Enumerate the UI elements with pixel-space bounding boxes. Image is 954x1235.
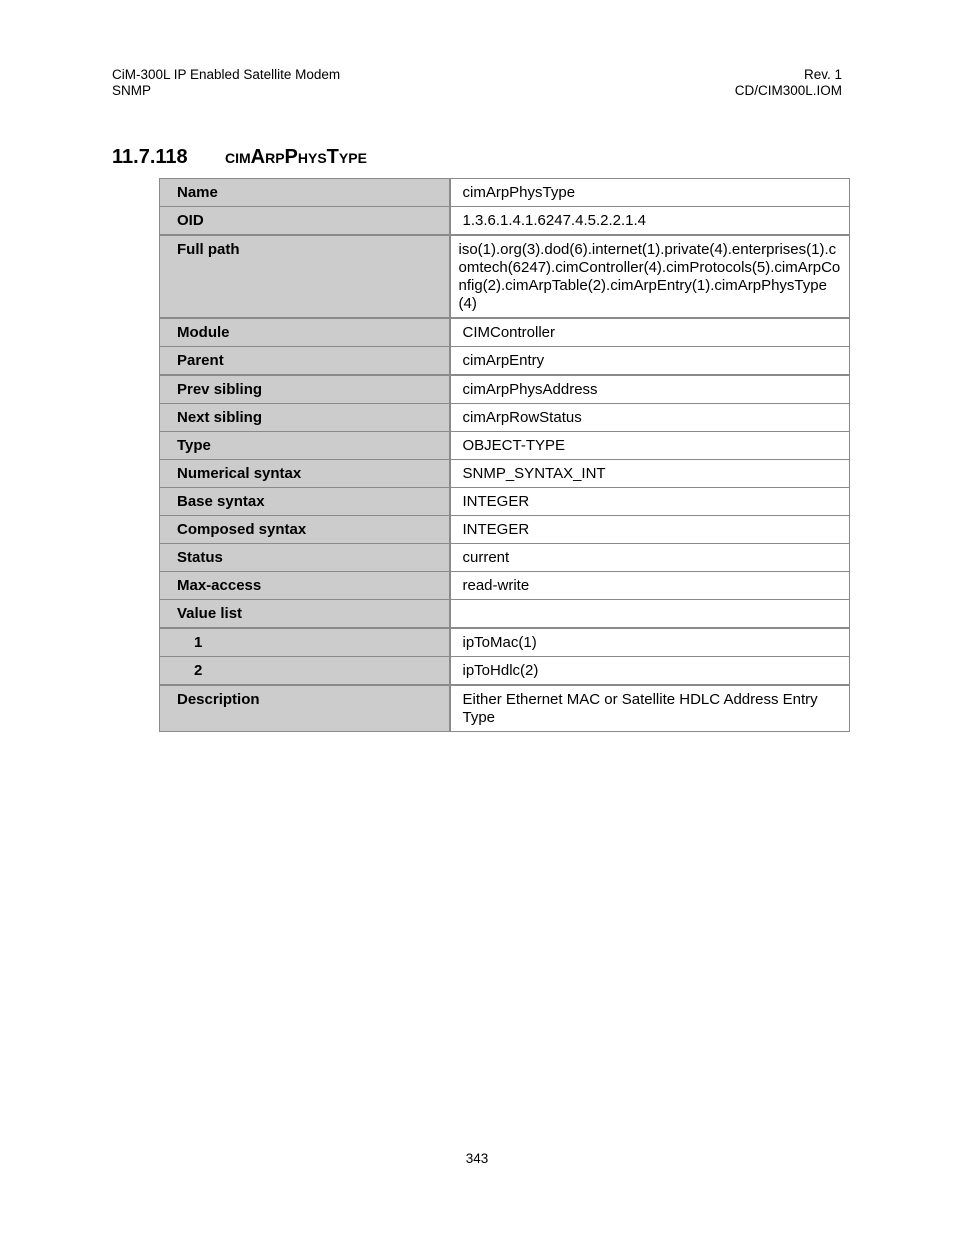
row-key: Prev sibling <box>160 375 450 404</box>
row-key: Module <box>160 318 450 347</box>
table-row <box>160 235 850 318</box>
row-key: 1 <box>160 628 450 657</box>
table-row <box>160 544 850 572</box>
table-row <box>160 460 850 488</box>
row-key: 2 <box>160 657 450 686</box>
row-value: SNMP_SYNTAX_INT <box>450 460 850 488</box>
table-row <box>160 685 850 732</box>
row-key: Numerical syntax <box>160 460 450 488</box>
row-value <box>450 600 850 629</box>
document-header-left <box>112 67 340 99</box>
row-value: read-write <box>450 572 850 600</box>
page-number: 343 <box>465 1151 489 1166</box>
row-value: iso(1).org(3).dod(6).internet(1).private(4).enterprises(1).comtech(6247).cimController(4).cimProtocols(5).cimArpConfig(2).cimArpTable(2).cimArpEntry(1).cimArpPhysType(4) <box>450 235 850 318</box>
row-key: Value list <box>160 600 450 629</box>
header-product-title: CiM-300L IP Enabled Satellite Modem <box>112 67 341 82</box>
header-chapter: SNMP <box>112 83 152 98</box>
header-doc-code: CD/CIM300L.IOM <box>734 83 842 98</box>
header-revision: Rev. 1 <box>803 67 842 82</box>
table-row <box>160 488 850 516</box>
row-value: cimArpPhysType <box>450 179 850 207</box>
row-key: OID <box>160 207 450 236</box>
row-value: 1.3.6.1.4.1.6247.4.5.2.2.1.4 <box>450 207 850 236</box>
row-key: Full path <box>160 235 450 318</box>
table-row <box>160 516 850 544</box>
table-row <box>160 318 850 347</box>
table-row <box>160 600 850 629</box>
section-number: 11.7.118 <box>112 146 188 168</box>
table-row <box>160 404 850 432</box>
row-value: OBJECT-TYPE <box>450 432 850 460</box>
row-value: CIMController <box>450 318 850 347</box>
object-spec-table <box>159 178 850 732</box>
row-value: cimArpRowStatus <box>450 404 850 432</box>
row-key: Status <box>160 544 450 572</box>
row-value: INTEGER <box>450 516 850 544</box>
row-key: Parent <box>160 347 450 376</box>
table-row <box>160 375 850 404</box>
table-row <box>160 179 850 207</box>
row-key: Next sibling <box>160 404 450 432</box>
section-title: cimArpPhysType <box>225 146 367 168</box>
row-key: Max-access <box>160 572 450 600</box>
table-row <box>160 347 850 376</box>
document-header-right <box>735 67 842 99</box>
row-key: Description <box>160 685 450 732</box>
table-row <box>160 657 850 686</box>
table-row <box>160 432 850 460</box>
section-heading <box>112 144 367 170</box>
row-value: cimArpEntry <box>450 347 850 376</box>
row-key: Base syntax <box>160 488 450 516</box>
row-value: Either Ethernet MAC or Satellite HDLC Address Entry Type <box>450 685 850 732</box>
row-value: cimArpPhysAddress <box>450 375 850 404</box>
row-key: Composed syntax <box>160 516 450 544</box>
row-key: Type <box>160 432 450 460</box>
table-row <box>160 572 850 600</box>
row-value: INTEGER <box>450 488 850 516</box>
row-key: Name <box>160 179 450 207</box>
table-row <box>160 207 850 236</box>
row-value: current <box>450 544 850 572</box>
row-value: ipToMac(1) <box>450 628 850 657</box>
table-row <box>160 628 850 657</box>
row-value: ipToHdlc(2) <box>450 657 850 686</box>
